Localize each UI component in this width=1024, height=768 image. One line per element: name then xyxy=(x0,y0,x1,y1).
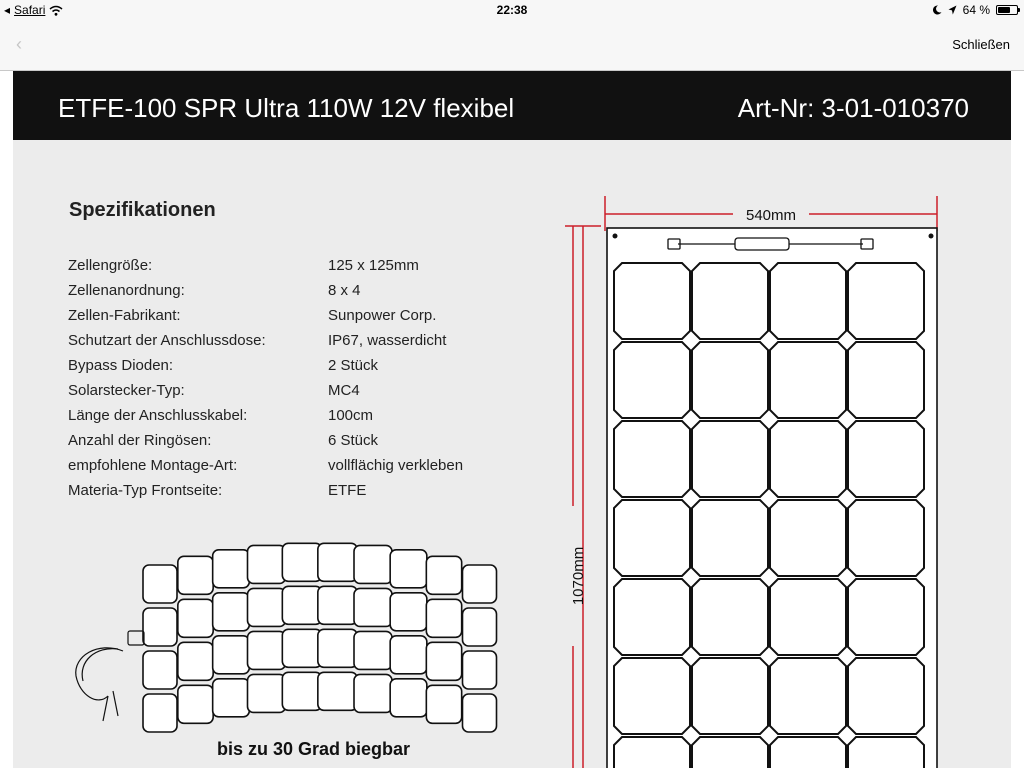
spec-value: 125 x 125mm xyxy=(328,257,419,274)
bent-solar-cell xyxy=(354,674,392,712)
spec-label: Anzahl der Ringösen: xyxy=(68,432,212,449)
bent-solar-cell xyxy=(463,651,497,689)
solar-cell xyxy=(770,500,846,576)
cable-icon xyxy=(76,631,144,721)
status-right xyxy=(932,3,1018,17)
spec-label: Zellengröße: xyxy=(68,257,153,274)
ring-eyelet xyxy=(929,234,934,239)
spec-value: 2 Stück xyxy=(328,357,379,374)
solar-cell xyxy=(614,263,690,339)
bent-solar-cell xyxy=(143,608,177,646)
bent-solar-cell xyxy=(282,586,321,624)
solar-cell xyxy=(614,342,690,418)
product-title: ETFE-100 SPR Ultra 110W 12V flexibel xyxy=(58,93,515,123)
solar-cell xyxy=(848,658,924,734)
status-bar xyxy=(0,0,1024,20)
close-button[interactable]: Schließen xyxy=(952,37,1010,52)
bent-solar-cell xyxy=(463,565,497,603)
bent-solar-cell xyxy=(282,543,321,581)
chevron-left-icon[interactable]: ‹ xyxy=(16,34,22,54)
spec-label: Schutzart der Anschlussdose: xyxy=(68,332,266,349)
bent-solar-cell xyxy=(143,565,177,603)
spec-value: IP67, wasserdicht xyxy=(328,332,447,349)
solar-cell xyxy=(692,263,768,339)
bent-solar-cell xyxy=(390,636,427,674)
solar-cell xyxy=(614,421,690,497)
spec-value: MC4 xyxy=(328,382,360,399)
article-number: Art-Nr: 3-01-010370 xyxy=(737,93,969,123)
bent-solar-cell xyxy=(354,631,392,669)
width-label: 540mm xyxy=(745,207,797,224)
bent-solar-cell xyxy=(318,629,357,667)
solar-cell xyxy=(848,421,924,497)
height-label: 1070mm xyxy=(570,546,587,606)
bent-solar-cell xyxy=(178,599,213,637)
bent-solar-cell xyxy=(213,679,250,717)
bent-solar-cell xyxy=(178,642,213,680)
solar-cell xyxy=(692,579,768,655)
spec-label: empfohlene Montage-Art: xyxy=(68,457,238,474)
bent-solar-cell xyxy=(143,651,177,689)
document-page[interactable] xyxy=(13,71,1011,768)
bent-solar-cell xyxy=(318,543,357,581)
solar-cell xyxy=(692,737,768,768)
solar-cell xyxy=(614,737,690,768)
spec-value: Sunpower Corp. xyxy=(328,307,437,324)
spec-label: Materia-Typ Frontseite: xyxy=(68,482,223,499)
bent-solar-cell xyxy=(282,629,321,667)
battery-fill xyxy=(998,7,1010,13)
bent-solar-cell xyxy=(318,586,357,624)
bent-solar-cell xyxy=(178,556,213,594)
solar-cell xyxy=(848,342,924,418)
solar-cell xyxy=(770,342,846,418)
solar-cell xyxy=(692,658,768,734)
bent-solar-cell xyxy=(426,685,461,723)
spec-label: Länge der Anschlusskabel: xyxy=(68,407,248,424)
bent-solar-cell xyxy=(463,608,497,646)
bent-solar-cell xyxy=(178,685,213,723)
bent-solar-cell xyxy=(318,672,357,710)
spec-value: vollflächig verkleben xyxy=(328,457,464,474)
back-to-app-label[interactable]: Safari xyxy=(14,3,46,17)
moon-icon xyxy=(932,5,942,15)
battery-icon xyxy=(996,5,1018,15)
solar-cell xyxy=(848,579,924,655)
bent-solar-cell xyxy=(426,556,461,594)
bent-solar-cell xyxy=(282,672,321,710)
solar-cell xyxy=(848,500,924,576)
bent-solar-cell xyxy=(248,545,286,583)
bent-solar-cell xyxy=(354,545,392,583)
bent-solar-cell xyxy=(213,550,250,588)
bent-solar-cell xyxy=(213,593,250,631)
bent-solar-cell xyxy=(213,636,250,674)
solar-cell xyxy=(770,263,846,339)
battery-percent: 64 % xyxy=(962,3,990,17)
spec-value: 6 Stück xyxy=(328,432,379,449)
bent-solar-cell xyxy=(426,599,461,637)
bent-solar-cell xyxy=(248,674,286,712)
spec-value: 8 x 4 xyxy=(328,282,361,299)
solar-cell xyxy=(692,421,768,497)
bent-solar-cell xyxy=(248,588,286,626)
ring-eyelet xyxy=(613,234,618,239)
solar-cell xyxy=(848,263,924,339)
location-arrow-icon xyxy=(948,5,957,15)
height-dimension xyxy=(565,226,601,768)
solar-cell xyxy=(614,579,690,655)
solar-cell xyxy=(692,342,768,418)
solar-cell xyxy=(614,500,690,576)
solar-cell xyxy=(770,421,846,497)
navigation-bar xyxy=(0,20,1024,71)
spec-heading: Spezifikationen xyxy=(69,199,216,221)
spec-value: ETFE xyxy=(328,482,367,499)
bent-solar-cell xyxy=(390,679,427,717)
panel-dimension-drawing xyxy=(553,176,953,768)
bend-caption: bis zu 30 Grad biegbar xyxy=(217,739,411,759)
bent-solar-cell xyxy=(426,642,461,680)
back-to-app-icon[interactable]: ◂ xyxy=(4,3,11,17)
bent-panel-illustration xyxy=(68,531,508,741)
spec-label: Zellen-Fabrikant: xyxy=(68,307,181,324)
spec-label: Zellenanordnung: xyxy=(68,282,185,299)
bent-solar-cell xyxy=(463,694,497,732)
solar-cell xyxy=(692,500,768,576)
solar-cell xyxy=(614,658,690,734)
bent-solar-cell xyxy=(143,694,177,732)
bent-solar-cell xyxy=(354,588,392,626)
solar-cell xyxy=(848,737,924,768)
document-header xyxy=(13,71,1011,140)
bent-solar-cell xyxy=(248,631,286,669)
bent-solar-cell xyxy=(390,550,427,588)
spec-value: 100cm xyxy=(328,407,374,424)
solar-cell xyxy=(770,658,846,734)
bent-solar-cell xyxy=(390,593,427,631)
status-time: 22:38 xyxy=(496,3,528,17)
spec-label: Solarstecker-Typ: xyxy=(68,382,185,399)
solar-cell xyxy=(770,579,846,655)
bent-panel-cells xyxy=(143,543,497,732)
solar-cell xyxy=(770,737,846,768)
spec-label: Bypass Dioden: xyxy=(68,357,174,374)
